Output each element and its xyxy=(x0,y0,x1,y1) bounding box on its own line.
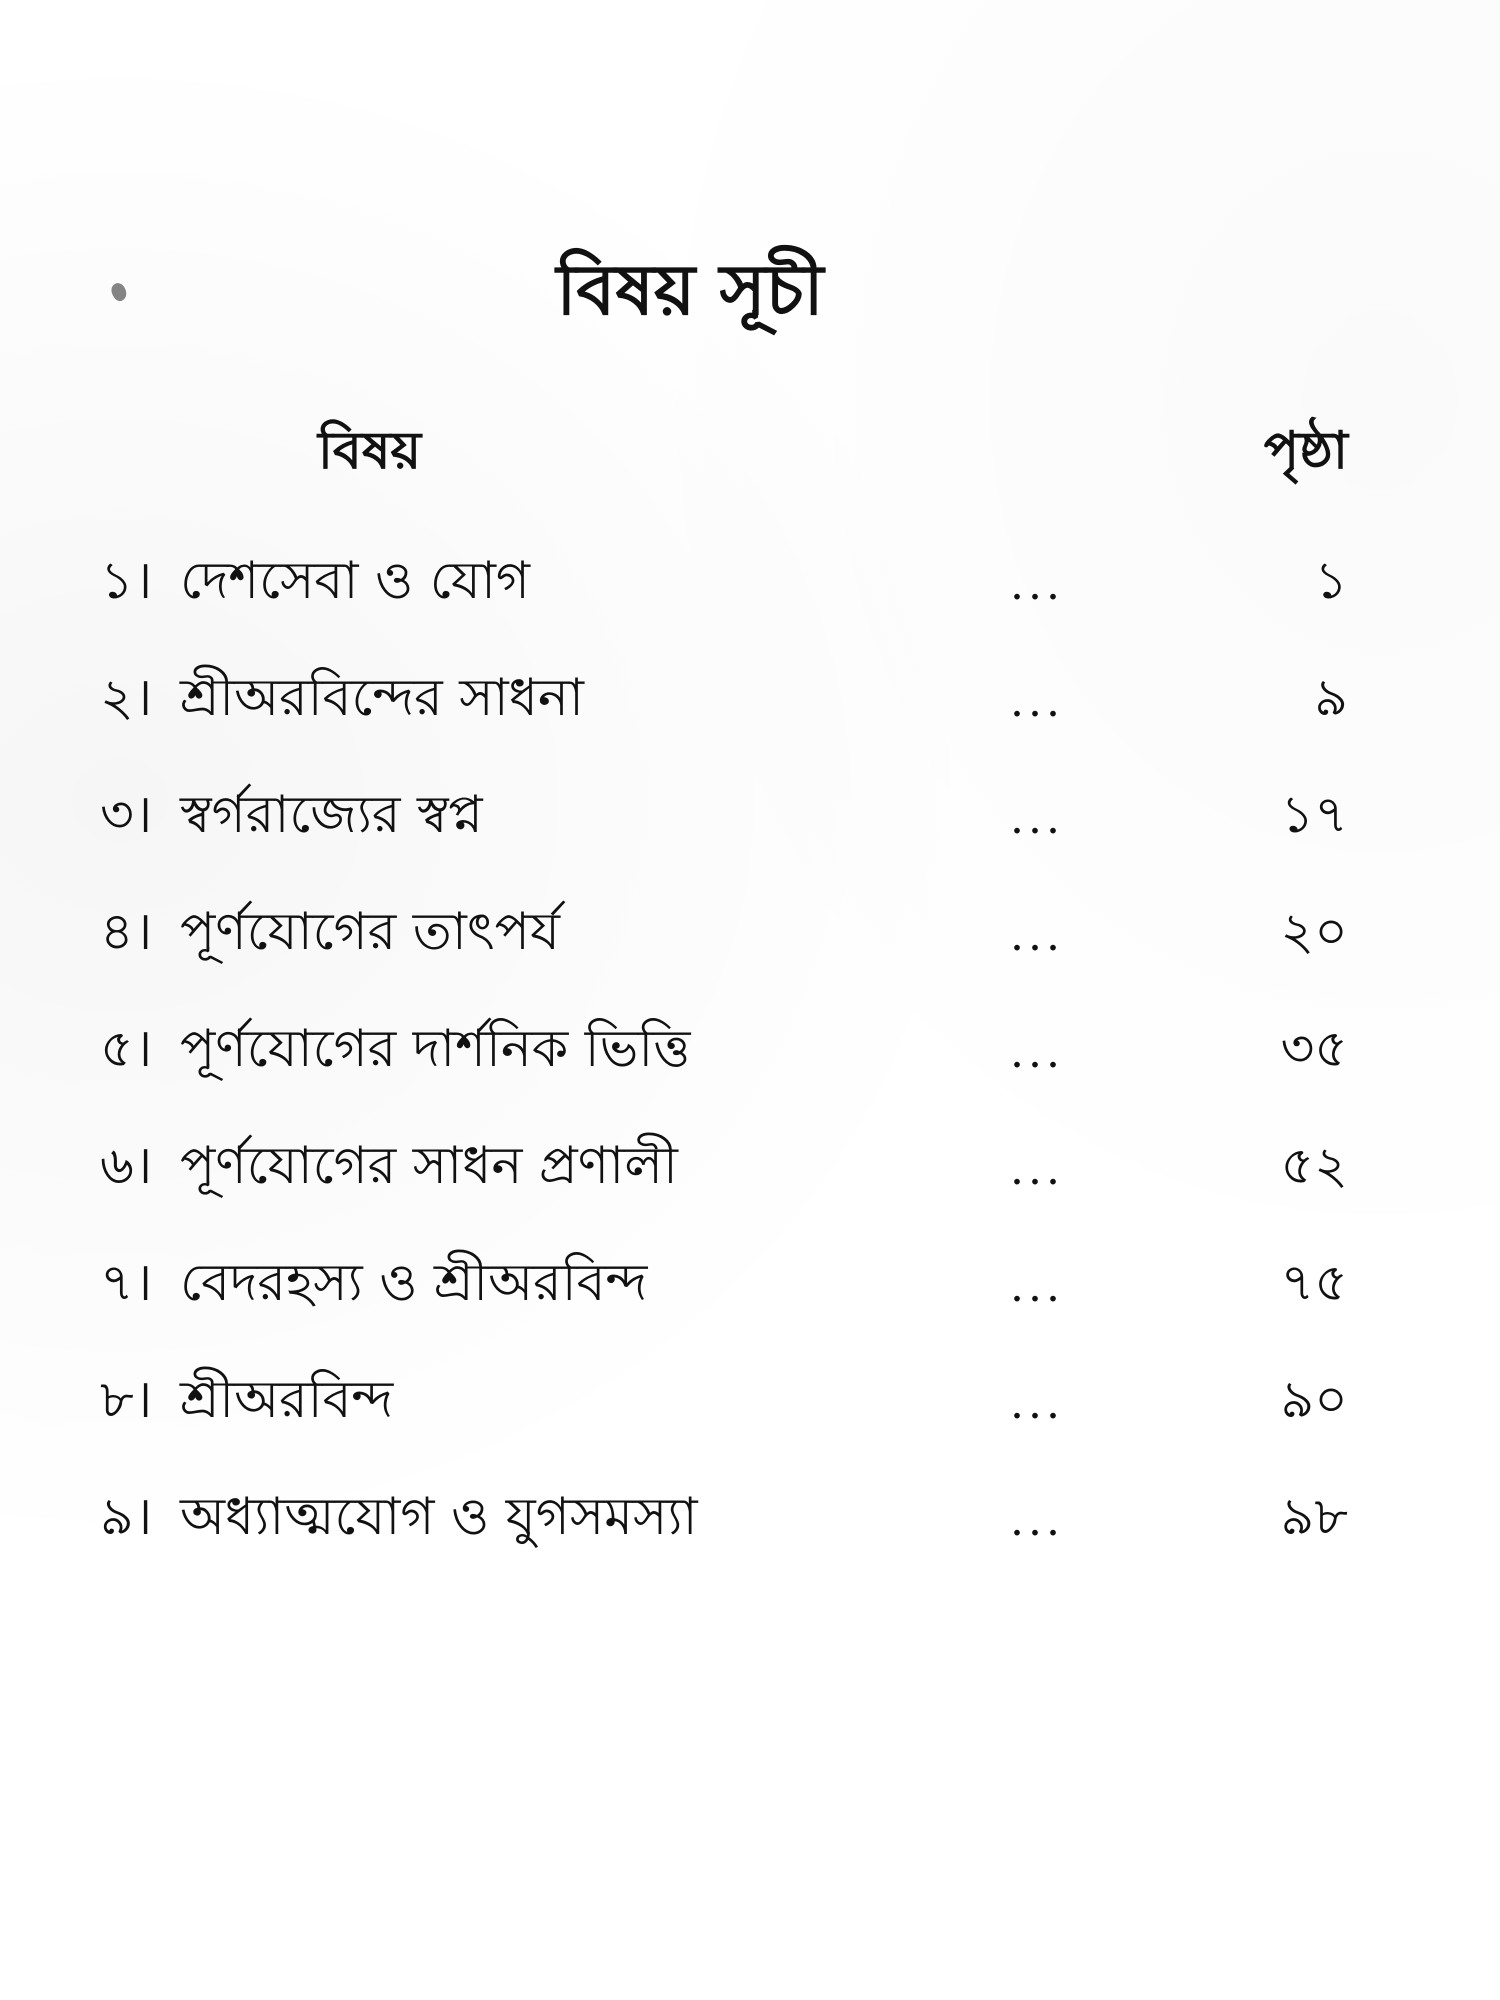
entry-title: পূর্ণযোগের তাৎপর্য xyxy=(180,902,560,962)
entry-title: শ্রীঅরবিন্দের সাধনা xyxy=(180,668,584,728)
leader-dots: ... xyxy=(1010,1378,1064,1429)
page-column-header: পৃষ্ঠা xyxy=(1263,420,1348,481)
entry-page-number: ২০ xyxy=(1280,902,1348,962)
leader-dots: ... xyxy=(1010,910,1064,961)
entry-page-number: ৩৫ xyxy=(1280,1019,1348,1079)
toc-entry xyxy=(0,1019,1500,1140)
entry-title: অধ্যাত্মযোগ ও যুগসমস্যা xyxy=(180,1487,698,1547)
toc-entry xyxy=(0,902,1500,1023)
table-of-contents xyxy=(0,551,1500,1608)
entry-page-number: ১ xyxy=(1314,551,1348,611)
toc-entry xyxy=(0,1370,1500,1491)
leader-dots: ... xyxy=(1010,793,1064,844)
leader-dots: ... xyxy=(1010,676,1064,727)
leader-dots: ... xyxy=(1010,559,1064,610)
leader-dots: ... xyxy=(1010,1495,1064,1546)
entry-page-number: ১৭ xyxy=(1280,785,1348,845)
entry-number: ২। xyxy=(100,668,153,728)
entry-number: ৯। xyxy=(100,1487,153,1547)
toc-entry xyxy=(0,668,1500,789)
entry-title: শ্রীঅরবিন্দ xyxy=(180,1370,394,1430)
entry-page-number: ৯৮ xyxy=(1280,1487,1348,1547)
toc-entry xyxy=(0,785,1500,906)
leader-dots: ... xyxy=(1010,1144,1064,1195)
topic-column-header: বিষয় xyxy=(318,420,422,481)
entry-title: দেশসেবা ও যোগ xyxy=(180,551,530,611)
entry-number: ১। xyxy=(100,551,153,611)
entry-page-number: ৫২ xyxy=(1280,1136,1348,1196)
entry-page-number: ৭৫ xyxy=(1280,1253,1348,1313)
entry-title: বেদরহস্য ও শ্রীঅরবিন্দ xyxy=(180,1253,648,1313)
toc-entry xyxy=(0,551,1500,672)
entry-number: ৮। xyxy=(100,1370,153,1430)
entry-title: পূর্ণযোগের সাধন প্রণালী xyxy=(180,1136,678,1196)
page-title: বিষয় সূচী xyxy=(556,248,824,331)
entry-title: পূর্ণযোগের দার্শনিক ভিত্তি xyxy=(180,1019,691,1079)
toc-entry xyxy=(0,1136,1500,1257)
entry-page-number: ৯ xyxy=(1314,668,1348,728)
entry-number: ৫। xyxy=(100,1019,153,1079)
leader-dots: ... xyxy=(1010,1027,1064,1078)
entry-page-number: ৯০ xyxy=(1280,1370,1348,1430)
entry-number: ৩। xyxy=(100,785,153,845)
entry-number: ৬। xyxy=(100,1136,153,1196)
entry-number: ৪। xyxy=(100,902,153,962)
toc-entry xyxy=(0,1253,1500,1374)
leader-dots: ... xyxy=(1010,1261,1064,1312)
entry-title: স্বর্গরাজ্যের স্বপ্ন xyxy=(180,785,483,845)
toc-entry xyxy=(0,1487,1500,1608)
entry-number: ৭। xyxy=(100,1253,153,1313)
